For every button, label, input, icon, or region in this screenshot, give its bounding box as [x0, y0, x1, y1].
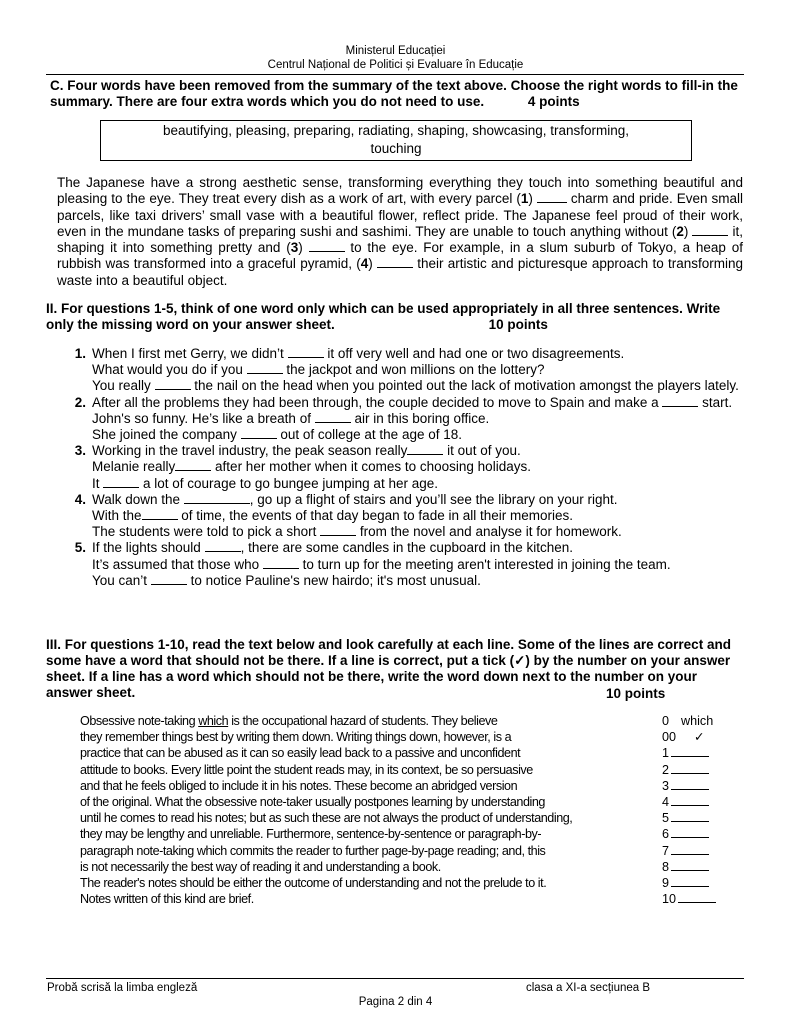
question-4: 4. Walk down the , go up a flight of stairs and you’ll see the library on your right. With the of time, the events of that day began to fade in all their memories. The students were told to pick a short from the novel and analyse it for homework. — [74, 491, 622, 540]
question-3: 3. Working in the travel industry, the peak season really it out of you. Melanie really after her mother when it comes to choosing holidays. It a lot of courage to go bungee jumping at her age. — [74, 443, 531, 491]
text-line: they may be lengthy and unreliable. Furthermore, sentence-by-sentence or paragraph-by- — [80, 827, 542, 842]
answer-slot-3: 3 — [662, 778, 752, 794]
footer-subject: Probă scrisă la limba engleză — [47, 982, 198, 994]
text-line: paragraph note-taking which commits the reader to further page-by-page reading; and, this — [80, 843, 546, 858]
answer-slot-2: 2 — [662, 762, 752, 778]
section-ii-instruction: II. For questions 1-5, think of one word only which can be used appropriately in all three sentences. Write only the missing word on your answer sheet. 10 points — [46, 301, 721, 332]
gap-1 — [537, 191, 567, 203]
question-1: 1. When I first met Gerry, we didn’t it off very well and had one or two disagreements. What would you do if you the jackpot and won millions on the lottery? You really the nail on the head when you pointed out the lack of motivation amongst the players lately. — [74, 346, 739, 394]
answer-example-00: 00 ✓ — [662, 730, 705, 745]
answer-slot-5: 5 — [662, 810, 752, 826]
answer-slot-4: 4 — [662, 794, 752, 810]
footer-page-number: Pagina 2 din 4 — [358, 996, 433, 1008]
gap-2 — [692, 224, 728, 236]
gap-4 — [377, 256, 413, 268]
answer-example-0: 0 which — [662, 714, 714, 728]
word-box-line2: touching — [370, 141, 422, 156]
gap-3 — [309, 240, 345, 252]
answer-slot-9: 9 — [662, 875, 752, 891]
text-line: and that he feels obliged to include it in his notes. These become an abridged version — [80, 778, 518, 793]
section-ii-points: 10 points — [488, 317, 548, 332]
section-ii-questions — [66, 346, 746, 589]
text-line: The reader's notes should be either the outcome of understanding and not the prelude to it. — [80, 876, 547, 891]
answer-slot-8: 8 — [662, 859, 752, 875]
section-c-instruction: C. Four words have been removed from the summary of the text above. Choose the right words to fill-in the summary. There are four extra words which you do not need to use. 4 points — [50, 78, 738, 109]
question-5: 5. If the lights should , there are some candles in the cupboard in the kitchen. It’s assumed that those who to turn up for the meeting aren't interested in joining the team. You can’t to notice Pauline's new hairdo; it's most unusual. — [74, 540, 671, 588]
answer-slot-10: 10 — [662, 891, 752, 907]
header-divider — [46, 74, 744, 75]
section-iii-instruction: III. For questions 1-10, read the text below and look carefully at each line. Some of the lines are correct and some have a word that should not be there. If a line is correct, put a tick (✓) by the number on your answer sheet. If a line has a word which should not be there, write the word down next to the number on your answer sheet. — [46, 637, 731, 700]
header-center: Centrul Național de Politici și Evaluare în Educație — [267, 59, 524, 71]
answer-slot-7: 7 — [662, 843, 752, 859]
text-line: they remember things best by writing them down. Writing things down, however, is a — [80, 730, 512, 745]
text-line: practice that can be abused as it can so easily lead back to a passive and unconfident — [80, 746, 521, 761]
footer-divider — [46, 978, 744, 979]
section-iii-points: 10 points — [606, 686, 666, 701]
question-2: 2. After all the problems they had been through, the couple decided to move to Spain and make a start. John's so funny. He’s like a breath of air in this boring office. She joined the company out of college at the age of 18. — [74, 394, 733, 443]
text-line-0: Obsessive note-taking which is the occupational hazard of students. They believe — [80, 714, 498, 728]
answer-slot-6: 6 — [662, 826, 752, 842]
header-ministry: Ministerul Educației — [345, 45, 446, 57]
word-box-line1: beautifying, pleasing, preparing, radiating, shaping, showcasing, transforming, — [162, 123, 630, 138]
text-line: until he comes to read his notes; but as such these are not always the product of understanding, — [80, 811, 573, 826]
word-box — [100, 120, 692, 161]
answer-column — [662, 713, 752, 907]
answer-slot-1: 1 — [662, 745, 752, 761]
text-line: Notes written of this kind are brief. — [80, 892, 254, 907]
text-line: attitude to books. Every little point the student reads may, in its context, be so persuasive — [80, 762, 533, 777]
footer-class: clasa a XI-a secțiunea B — [526, 982, 651, 994]
section-c-points: 4 points — [527, 94, 580, 109]
summary-paragraph: The Japanese have a strong aesthetic sense, transforming everything they touch into something beautiful and pleasing to the eye. They treat every dish as a work of art, with every parcel (1) charm and pride. Even small parcels, like taxi drivers’ small vase with a beautiful flower, reflect pride. The Japanese feel proud of their work, even in the mundane tasks of preparing sushi and sashimi. They are unable to touch anything without (2) it, shaping it into something pretty and (3) to the eye. For example, in a slum suburb of Tokyo, a heap of rubbish was transformed into a graceful pyramid, (4) their artistic and picturesque approach to transforming waste into a beautiful object. — [57, 175, 744, 288]
text-line: of the original. What the obsessive note-taker usually postpones learning by understanding — [80, 795, 545, 810]
text-line: is not necessarily the best way of reading it and understanding a book. — [80, 859, 441, 874]
section-iii-text — [80, 713, 660, 907]
